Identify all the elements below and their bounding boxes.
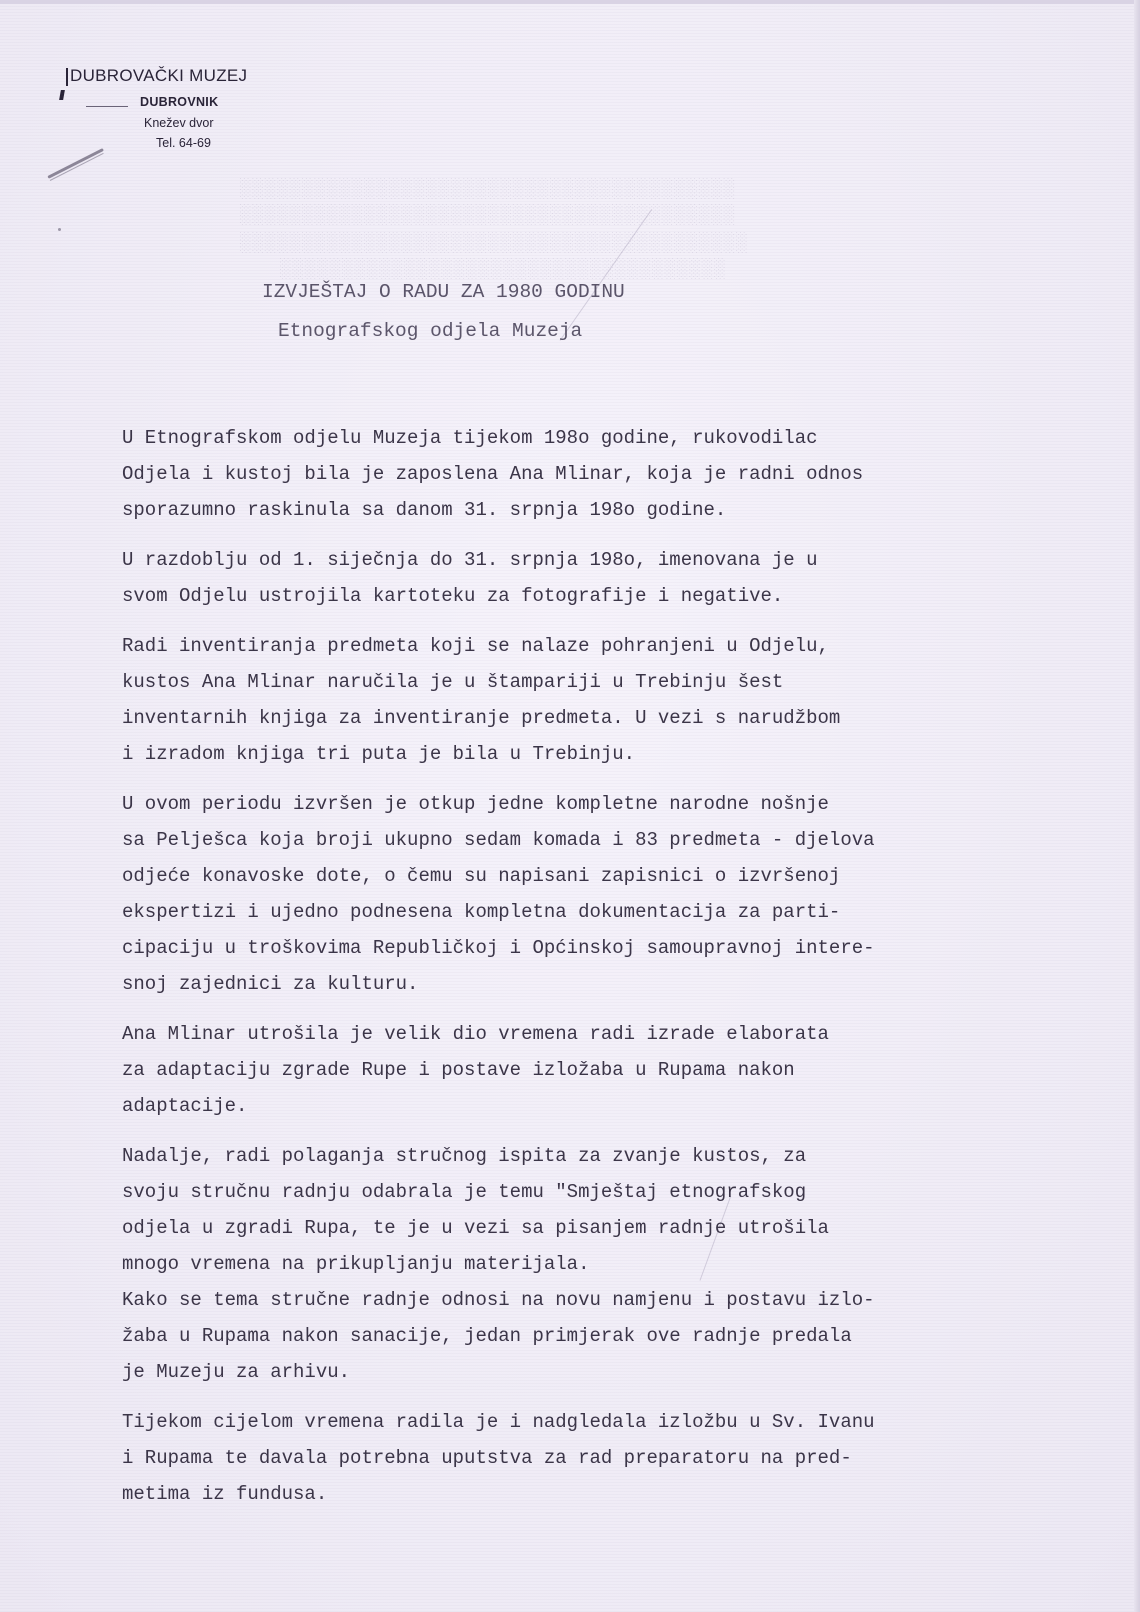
bleed-through-line: ░░░░░░░░░░░░░░░░░░░░░░░░░░░░░░░░░░░░ [280,258,727,280]
paragraph-staff: U Etnografskom odjelu Muzeja tijekom 198o godine, rukovodilac Odjela i kustoj bila je zaposlena Ana Mlinar, koja je radni odnos sporazumno raskinula sa danom 31. srpnja 198o godine. [122,427,864,521]
report-body [122,420,1062,1526]
report-title: IZVJEŠTAJ O RADU ZA 1980 GODINU [262,281,625,303]
scan-edge-top [0,0,1140,4]
bleed-through-line: ░░░░░░░░░░░░░░░░░░░░░░░░░░░░░░░░░░░░░░░░░ [240,232,749,254]
letterhead-address: Knežev dvor [144,116,214,130]
paragraph-exhibition-supervision: Tijekom cijelom vremena radila je i nadgledala izložbu u Sv. Ivanu i Rupama te davala potrebna uputstva za rad preparatoru na pred- metima iz fundusa. [122,1411,875,1505]
paragraph-inventory-books: Radi inventiranja predmeta koji se nalaze pohranjeni u Odjelu, kustos Ana Mlinar naručila je u štampariji u Trebinju šest inventarnih knjiga za inventiranje predmeta. U vezi s narudžbom i izradom knjiga tri puta je bila u Trebinju. [122,635,841,765]
paragraph-card-catalog: U razdoblju od 1. siječnja do 31. srpnja 198o, imenovana je u svom Odjelu ustrojila kartoteku za fotografije i negative. [122,549,818,607]
letterhead-museum-name: DUBROVAČKI MUZEJ [70,66,248,85]
museum-letterhead-stamp [60,68,320,158]
stamp-ink-mark [59,90,65,100]
letterhead-phone: Tel. 64-69 [156,136,211,150]
paragraph-rupe-adaptation: Ana Mlinar utrošila je velik dio vremena radi izrade elaborata za adaptaciju zgrade Rupe i postave izložaba u Rupama nakon adaptacije. [122,1023,829,1117]
bleed-through-line: ░░░░░░░░░░░░░░░░░░░░░░░░░░░░░░░░░░░░░░░░ [240,204,737,226]
stamp-bracket-mark [66,68,68,86]
report-subtitle: Etnografskog odjela Muzeja [278,320,583,342]
paragraph-thesis-archive: Kako se tema stručne radnje odnosi na novu namjenu i postavu izlo- žaba u Rupama nakon sanacije, jedan primjerak ove radnje predala je Muzeju za arhivu. [122,1289,875,1383]
scan-edge-right [1134,0,1140,1612]
letterhead-city: DUBROVNIK [140,95,219,109]
margin-dot [58,228,61,231]
paragraph-costume-purchase: U ovom periodu izvršen je otkup jedne kompletne narodne nošnje sa Pelješca koja broji ukupno sedam komada i 83 predmeta - djelova odjeće konavoske dote, o čemu su napisani zapisnici o izvršenoj ekspertizi i ujedno podnesena kompletna dokumentacija za parti- cipaciju u troškovima Republičkoj i Općinskoj samoupravnoj intere- snoj zajednici za kulturu. [122,793,875,995]
paragraph-professional-exam: Nadalje, radi polaganja stručnog ispita za zvanje kustos, za svoju stručnu radnju odabrala je temu "Smještaj etnografskog odjela u zgradi Rupa, te je u vezi sa pisanjem radnje utrošila mnogo vremena na prikupljanju materijala. [122,1145,829,1275]
stamp-dash [86,106,128,107]
bleed-through-line: ░░░░░░░░░░░░░░░░░░░░░░░░░░░░░░░░░░░░░░░░ [240,178,737,200]
